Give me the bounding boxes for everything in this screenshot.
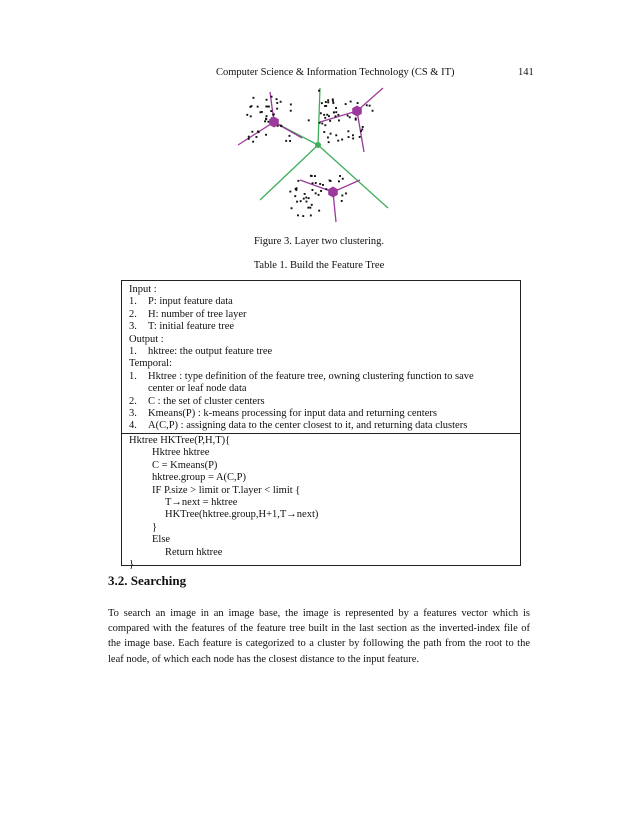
data-point — [322, 184, 324, 186]
feature-tree-table — [121, 280, 521, 570]
temporal-item: 1. Hktree : type definition of the feature tree, owning clustering function to save — [129, 370, 474, 382]
code-line: } — [152, 521, 158, 533]
temporal-item: 3. Kmeans(P) : k-means processing for input data and returning centers — [129, 408, 437, 420]
data-point — [330, 180, 332, 182]
data-point — [248, 138, 250, 140]
data-point — [347, 115, 349, 117]
data-point — [342, 178, 344, 180]
data-point — [266, 99, 268, 101]
data-point — [305, 197, 307, 199]
data-point — [352, 134, 354, 136]
data-point — [268, 121, 270, 123]
code-line: } — [129, 558, 135, 570]
code-line: Hktree HKTree(P,H,T){ — [129, 434, 231, 446]
data-point — [318, 210, 320, 212]
green-boundary-line — [318, 88, 320, 145]
green-boundary-line — [318, 145, 388, 208]
data-point — [280, 125, 282, 127]
data-point — [295, 189, 297, 191]
data-point — [265, 118, 267, 120]
data-point — [352, 138, 354, 140]
data-point — [328, 115, 330, 117]
code-line: Else — [152, 534, 171, 546]
data-point — [319, 183, 321, 185]
data-point — [303, 198, 305, 200]
data-point — [341, 200, 343, 202]
data-point — [324, 124, 326, 126]
data-point — [362, 126, 364, 128]
data-point — [341, 139, 343, 141]
data-point — [355, 119, 357, 121]
cluster-center-hexagon — [328, 187, 338, 198]
data-point — [312, 189, 314, 191]
data-point — [273, 113, 275, 115]
data-point — [335, 115, 337, 117]
data-point — [330, 133, 332, 135]
layer-two-clustering-figure — [230, 80, 410, 230]
data-point — [257, 106, 259, 108]
data-point — [324, 117, 326, 119]
data-point — [253, 97, 255, 99]
data-point — [290, 104, 292, 106]
green-boundary-line — [260, 145, 318, 200]
section-paragraph: To search an image in an image base, the image is represented by a features vector which is compared with the features of the feature tree built in the last section as the inverted-index file of the image base. Each feature is categorized to a cluster by following the path from the root to the leaf node, of which each node has the closest distance to the input feature. — [108, 608, 530, 665]
data-point — [309, 207, 311, 209]
data-point — [297, 180, 299, 182]
data-point — [251, 131, 253, 133]
data-point — [327, 137, 329, 139]
data-point — [307, 207, 309, 209]
data-point — [357, 102, 359, 104]
code-line: hktree.group = A(C,P) — [152, 472, 246, 484]
data-point — [314, 175, 316, 177]
data-point — [320, 112, 322, 114]
data-point — [338, 120, 340, 122]
page-number: 141 — [518, 67, 534, 78]
data-point — [366, 104, 368, 106]
code-line: IF P.size > limit or T.layer < limit { — [152, 484, 301, 496]
data-point — [320, 190, 322, 192]
data-point — [308, 197, 310, 199]
data-point — [338, 180, 340, 182]
data-point — [328, 141, 330, 143]
purple-boundary-line — [357, 88, 383, 111]
data-point — [359, 136, 361, 138]
data-point — [325, 188, 327, 190]
data-point — [300, 200, 302, 202]
input-item: 3. T: initial feature tree — [129, 321, 235, 333]
data-point — [332, 102, 334, 104]
table-pseudocode — [122, 433, 520, 571]
data-point — [347, 130, 349, 132]
data-point — [337, 140, 339, 142]
data-point — [329, 120, 331, 122]
data-point — [260, 111, 262, 113]
data-point — [256, 136, 258, 138]
data-point — [335, 107, 337, 109]
section-heading: 3.2. Searching — [108, 573, 187, 588]
data-point — [323, 131, 325, 133]
output-item: 1. hktree: the output feature tree — [129, 346, 273, 358]
data-point — [257, 131, 259, 133]
data-point — [270, 110, 272, 112]
data-point — [319, 122, 321, 124]
data-point — [308, 119, 310, 121]
data-point — [361, 129, 363, 131]
code-line: C = Kmeans(P) — [152, 459, 218, 471]
purple-boundary-line — [300, 180, 333, 192]
data-point — [252, 141, 254, 143]
data-point — [311, 204, 313, 206]
data-point — [297, 214, 299, 216]
data-point — [250, 115, 252, 117]
code-line: HKTree(hktree.group,H+1,T→next) — [165, 509, 319, 521]
figure-caption: Figure 3. Layer two clustering. — [253, 236, 385, 247]
input-item: 2. H: number of tree layer — [129, 308, 247, 320]
data-point — [372, 110, 374, 112]
data-point — [276, 102, 278, 104]
input-heading: Input : — [129, 284, 157, 295]
data-point — [248, 136, 250, 138]
code-line: Return hktree — [165, 546, 223, 558]
data-point — [310, 215, 312, 217]
data-point — [315, 182, 317, 184]
data-point — [296, 201, 298, 203]
data-point — [333, 111, 335, 113]
data-point — [302, 215, 304, 217]
data-point — [266, 115, 268, 117]
data-point — [327, 99, 329, 101]
cluster-center-hexagon — [352, 106, 362, 117]
data-point — [265, 134, 267, 136]
data-point — [360, 130, 362, 132]
data-point — [335, 134, 337, 136]
data-point — [306, 201, 308, 203]
purple-boundary-line — [238, 122, 274, 145]
data-point — [285, 140, 287, 142]
data-point — [369, 105, 371, 107]
code-line: Hktree hktree — [152, 447, 210, 459]
table-caption: Table 1. Build the Feature Tree — [253, 260, 385, 271]
data-point — [289, 191, 291, 193]
data-point — [271, 96, 273, 98]
data-point — [337, 114, 339, 116]
data-point — [276, 98, 278, 100]
data-point — [289, 140, 291, 142]
temporal-heading: Temporal: — [129, 358, 172, 370]
data-point — [290, 110, 292, 112]
input-item: 1. P: input feature data — [129, 296, 233, 308]
data-point — [332, 98, 334, 100]
data-point — [348, 136, 350, 138]
table-definitions — [122, 281, 520, 433]
data-point — [304, 193, 306, 195]
data-point — [294, 195, 296, 197]
data-point — [289, 135, 291, 137]
data-point — [280, 101, 282, 103]
data-point — [318, 194, 320, 196]
data-point — [325, 101, 327, 103]
data-point — [349, 116, 351, 118]
data-point — [291, 207, 293, 209]
temporal-item: 4. A(C,P) : assigning data to the center closest to it, and returning data clusters — [129, 420, 468, 432]
data-point — [276, 108, 278, 110]
data-point — [325, 105, 327, 107]
journal-title: Computer Science & Information Technology (CS & IT) — [216, 67, 455, 78]
data-point — [341, 195, 343, 197]
data-point — [315, 192, 317, 194]
root-center-node — [315, 142, 321, 148]
temporal-item-continued: center or leaf node data — [148, 383, 247, 395]
data-point — [318, 90, 320, 92]
data-point — [264, 120, 266, 122]
data-point — [345, 103, 347, 105]
data-point — [335, 111, 337, 113]
data-point — [251, 105, 253, 107]
data-point — [345, 193, 347, 195]
data-point — [246, 114, 248, 116]
data-point — [267, 106, 269, 108]
data-point — [326, 114, 328, 116]
data-point — [321, 123, 323, 125]
temporal-item: 2. C : the set of cluster centers — [129, 395, 265, 407]
data-point — [350, 101, 352, 103]
code-line: T→next = hktree — [165, 496, 238, 508]
data-point — [312, 182, 314, 184]
output-heading: Output : — [129, 333, 164, 345]
data-point — [327, 101, 329, 103]
data-point — [311, 175, 313, 177]
data-point — [321, 102, 323, 104]
data-point — [323, 114, 325, 116]
data-point — [339, 175, 341, 177]
